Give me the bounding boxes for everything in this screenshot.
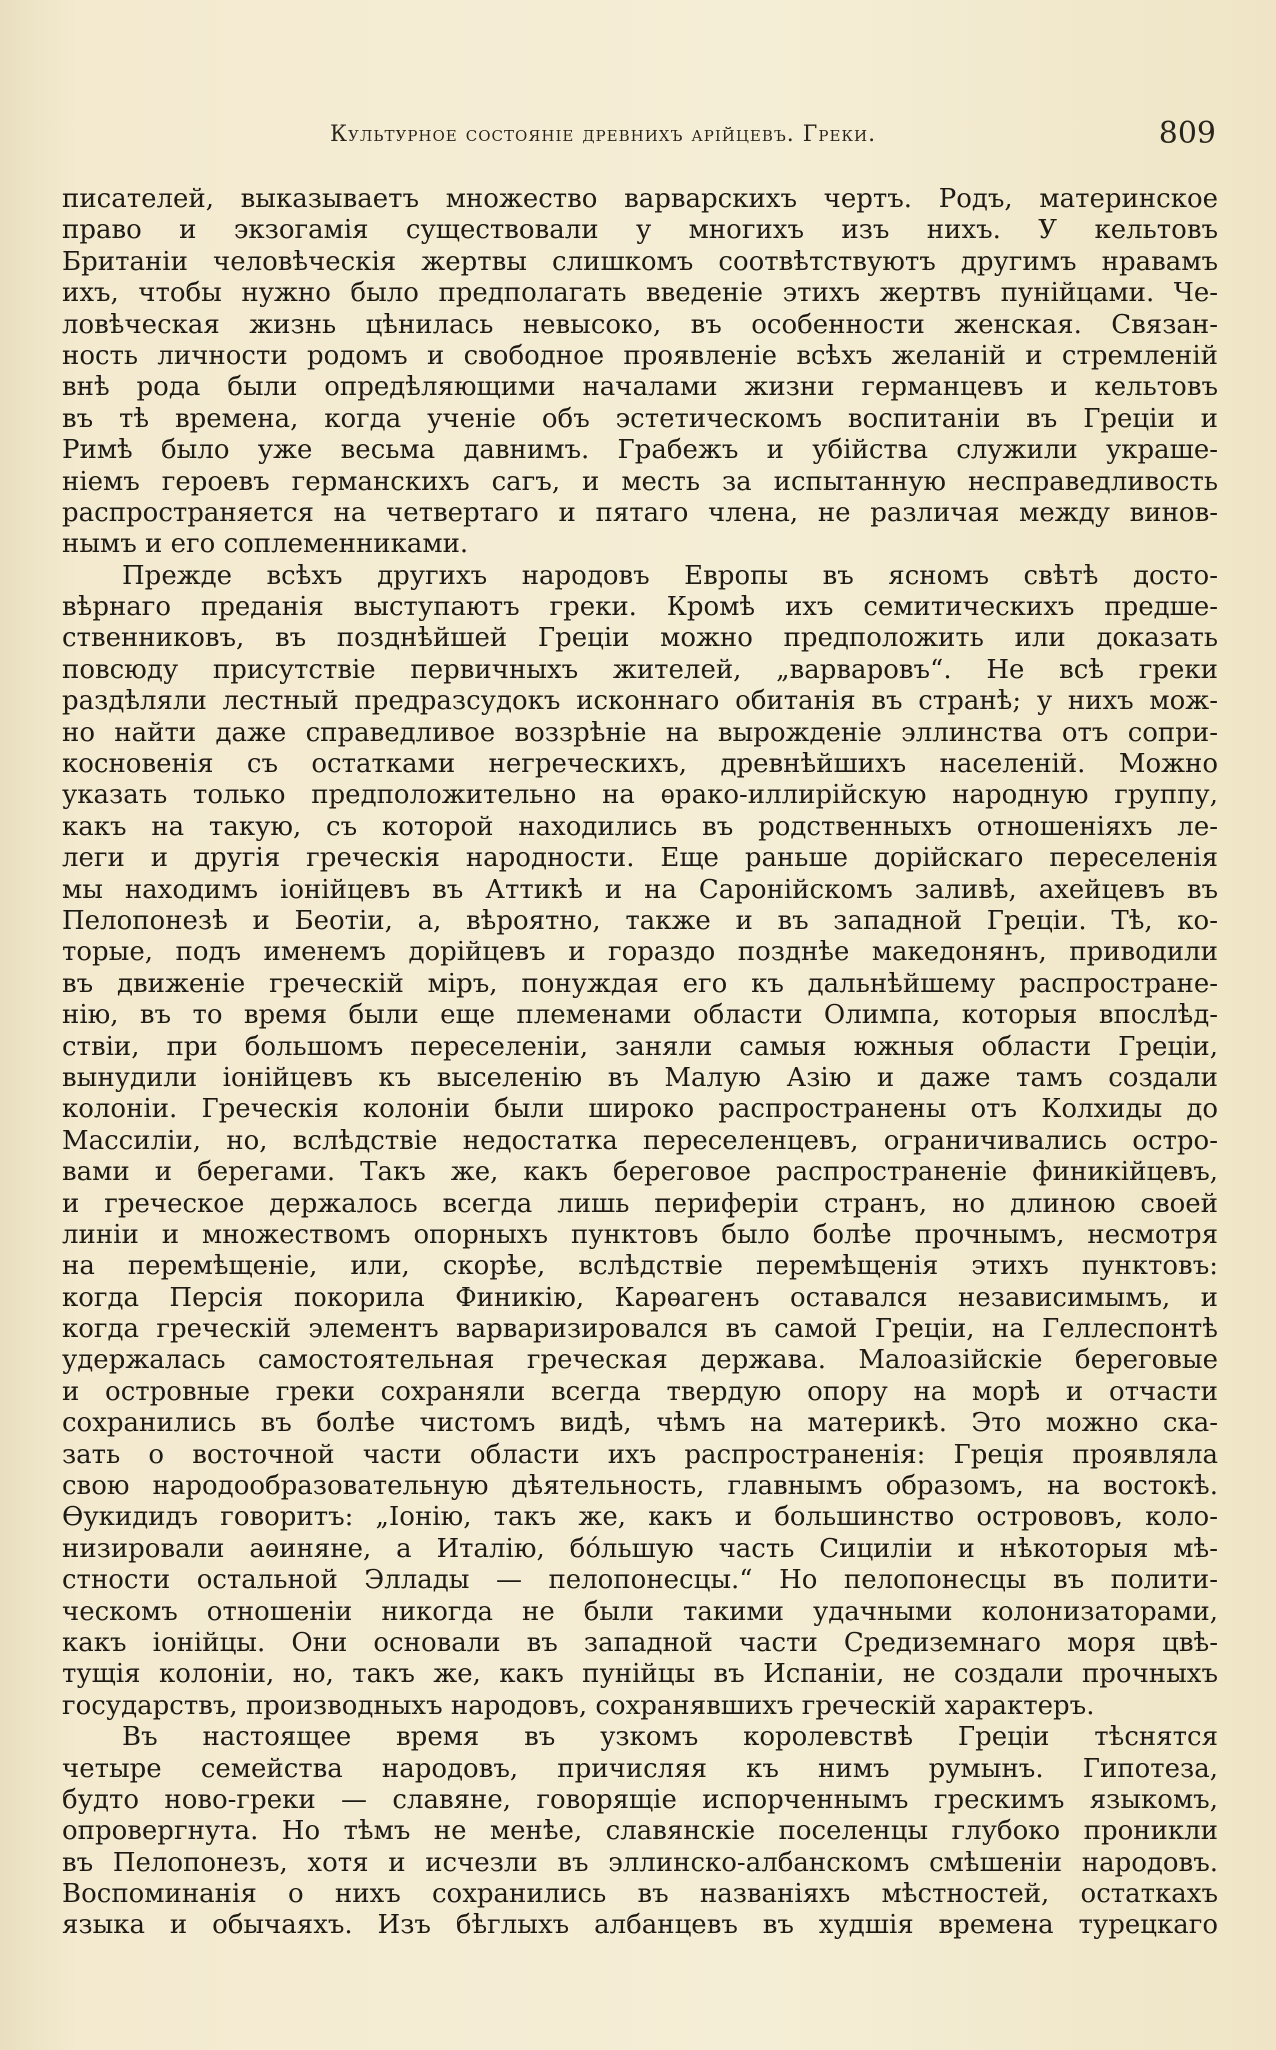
text-line: и островные греки сохраняли всегда твердую опору на морѣ и отчасти [62, 1376, 1218, 1407]
body-text [62, 184, 1218, 1942]
text-line: Въ настоящее время въ узкомъ королевствѣ Грецiи тѣснятся [122, 1722, 1218, 1753]
text-line: указать только предположительно на ѳрако-иллирiйскую народную группу, [62, 780, 1218, 811]
text-line: языка и обычаяхъ. Изъ бѣглыхъ албанцевъ въ худшiя времена турецкаго [62, 1910, 1218, 1941]
text-line: стности остальной Эллады — пелопонесцы.“ Но пелопонесцы въ полити- [62, 1565, 1218, 1596]
running-head [0, 116, 1276, 162]
text-line: леги и другiя греческiя народности. Еще раньше дорiйскаго переселенiя [62, 843, 1218, 874]
text-line: ловѣческая жизнь цѣнилась невысоко, въ особенности женская. Связан- [62, 309, 1218, 340]
text-line: Воспоминанiя о нихъ сохранились въ названiяхъ мѣстностей, остаткахъ [62, 1879, 1218, 1910]
text-line: нымъ и его соплеменниками. [62, 529, 469, 560]
text-line: четыре семейства народовъ, причисляя къ нимъ румынъ. Гипотеза, [62, 1753, 1218, 1784]
text-line: вами и берегами. Такъ же, какъ береговое распространенiе финикiйцевъ, [62, 1157, 1218, 1188]
text-line: сохранились въ болѣе чистомъ видѣ, чѣмъ на материкѣ. Это можно ска- [62, 1408, 1218, 1439]
text-line: низировали аѳиняне, а Италiю, бо́льшую часть Сицилiи и нѣкоторыя мѣ- [62, 1533, 1218, 1564]
text-line: опровергнута. Но тѣмъ не менѣе, славянскiе поселенцы глубоко проникли [62, 1816, 1218, 1847]
text-line: ствiи, при большомъ переселенiи, заняли самыя южныя области Грецiи, [62, 1031, 1218, 1062]
text-line: и греческое держалось всегда лишь периферiи странъ, но длиною своей [62, 1188, 1218, 1219]
running-title: Культурное состоянiе древнихъ арiйцевъ. Греки. [330, 122, 877, 147]
text-line: Ѳукидидъ говоритъ: „Iонiю, такъ же, какъ и большинство острововъ, коло- [62, 1502, 1218, 1533]
text-line: какъ iонiйцы. Они основали въ западной части Средиземнаго моря цвѣ- [62, 1627, 1218, 1658]
text-line: Массилiи, но, вслѣдствiе недостатка переселенцевъ, ограничивались остро- [62, 1125, 1218, 1156]
text-line: удержалась самостоятельная греческая держава. Малоазiйскiе береговые [62, 1345, 1218, 1376]
text-line: ственниковъ, въ позднѣйшей Грецiи можно предположить или доказать [62, 623, 1218, 654]
text-line: Британiи человѣческiя жертвы слишкомъ соотвѣтствуютъ другимъ нравамъ [62, 246, 1218, 277]
text-line: ческомъ отношенiи никогда не были такими удачными колонизаторами, [62, 1596, 1218, 1627]
text-line: какъ на такую, съ которой находились въ родственныхъ отношенiяхъ ле- [62, 811, 1218, 842]
text-line: писателей, выказываетъ множество варварскихъ чертъ. Родъ, материнское [62, 184, 1218, 214]
page-number: 809 [1158, 116, 1216, 151]
text-line: будто ново-греки — славяне, говорящiе испорченнымъ грескимъ языкомъ, [62, 1784, 1218, 1815]
text-line: торые, подъ именемъ дорiйцевъ и гораздо позднѣе македонянъ, приводили [62, 937, 1218, 968]
text-line: нiю, въ то время были еще племенами области Олимпа, которыя впослѣд- [62, 1000, 1218, 1031]
text-line: вынудили iонiйцевъ къ выселенiю въ Малую Азiю и даже тамъ создали [62, 1062, 1218, 1093]
text-line: когда Персiя покорила Финикiю, Карѳагенъ оставался независимымъ, и [62, 1282, 1218, 1313]
text-line: ность личности родомъ и свободное проявленiе всѣхъ желанiй и стремленiй [62, 340, 1218, 371]
text-line: на перемѣщенiе, или, скорѣе, вслѣдствiе перемѣщенiя этихъ пунктовъ: [62, 1251, 1218, 1282]
text-line: внѣ рода были опредѣляющими началами жизни германцевъ и кельтовъ [62, 372, 1218, 403]
text-line: тущiя колонiи, но, такъ же, какъ пунiйцы въ Испанiи, не создали прочныхъ [62, 1659, 1218, 1690]
text-line: повсюду присутствiе первичныхъ жителей, „варваровъ“. Не всѣ греки [62, 654, 1218, 685]
text-line: государствъ, производныхъ народовъ, сохранявшихъ греческiй характеръ. [62, 1690, 1095, 1721]
text-line: Римѣ было уже весьма давнимъ. Грабежъ и убiйства служили украше- [62, 435, 1218, 466]
text-line: линiи и множествомъ опорныхъ пунктовъ было болѣе прочнымъ, несмотря [62, 1219, 1218, 1250]
text-line: право и экзогамiя существовали у многихъ изъ нихъ. У кельтовъ [62, 215, 1218, 246]
text-line: въ движенiе греческiй мiръ, понуждая его къ дальнѣйшему распростране- [62, 968, 1218, 999]
text-line: ихъ, чтобы нужно было предполагать введенiе этихъ жертвъ пунiйцами. Че- [62, 278, 1218, 309]
text-line: нiемъ героевъ германскихъ сагъ, и месть за испытанную несправедливость [62, 466, 1218, 497]
text-line: когда греческiй элементъ варваризировался въ самой Грецiи, на Геллеспонтѣ [62, 1314, 1218, 1345]
text-line: вѣрнаго преданiя выступаютъ греки. Кромѣ ихъ семитическихъ предше- [62, 592, 1218, 623]
text-line: въ Пелопонезъ, хотя и исчезли въ эллинско-албанскомъ смѣшенiи народовъ. [62, 1847, 1218, 1878]
text-line: Прежде всѣхъ другихъ народовъ Европы въ ясномъ свѣтѣ досто- [122, 560, 1218, 591]
text-line: зать о восточной части области ихъ распространенiя: Грецiя проявляла [62, 1439, 1218, 1470]
text-line: Пелопонезѣ и Беотiи, а, вѣроятно, также и въ западной Грецiи. Тѣ, ко- [62, 905, 1218, 936]
text-line: раздѣляли лестный предразсудокъ исконнаго обитанiя въ странѣ; у нихъ мож- [62, 686, 1218, 717]
text-line: мы находимъ iонiйцевъ въ Аттикѣ и на Саронiйскомъ заливѣ, ахейцевъ въ [62, 874, 1218, 905]
text-line: колонiи. Греческiя колонiи были широко распространены отъ Колхиды до [62, 1094, 1218, 1125]
text-line: косновенiя съ остатками негреческихъ, древнѣйшихъ населенiй. Можно [62, 749, 1218, 780]
text-line: въ тѣ времена, когда ученiе объ эстетическомъ воспитанiи въ Грецiи и [62, 403, 1218, 434]
text-line: свою народообразовательную дѣятельность, главнымъ образомъ, на востокѣ. [62, 1471, 1218, 1502]
text-line: распространяется на четвертаго и пятаго члена, не различая между винов- [62, 497, 1218, 528]
text-line: но найти даже справедливое воззрѣнiе на вырожденiе эллинства отъ сопри- [62, 717, 1218, 748]
